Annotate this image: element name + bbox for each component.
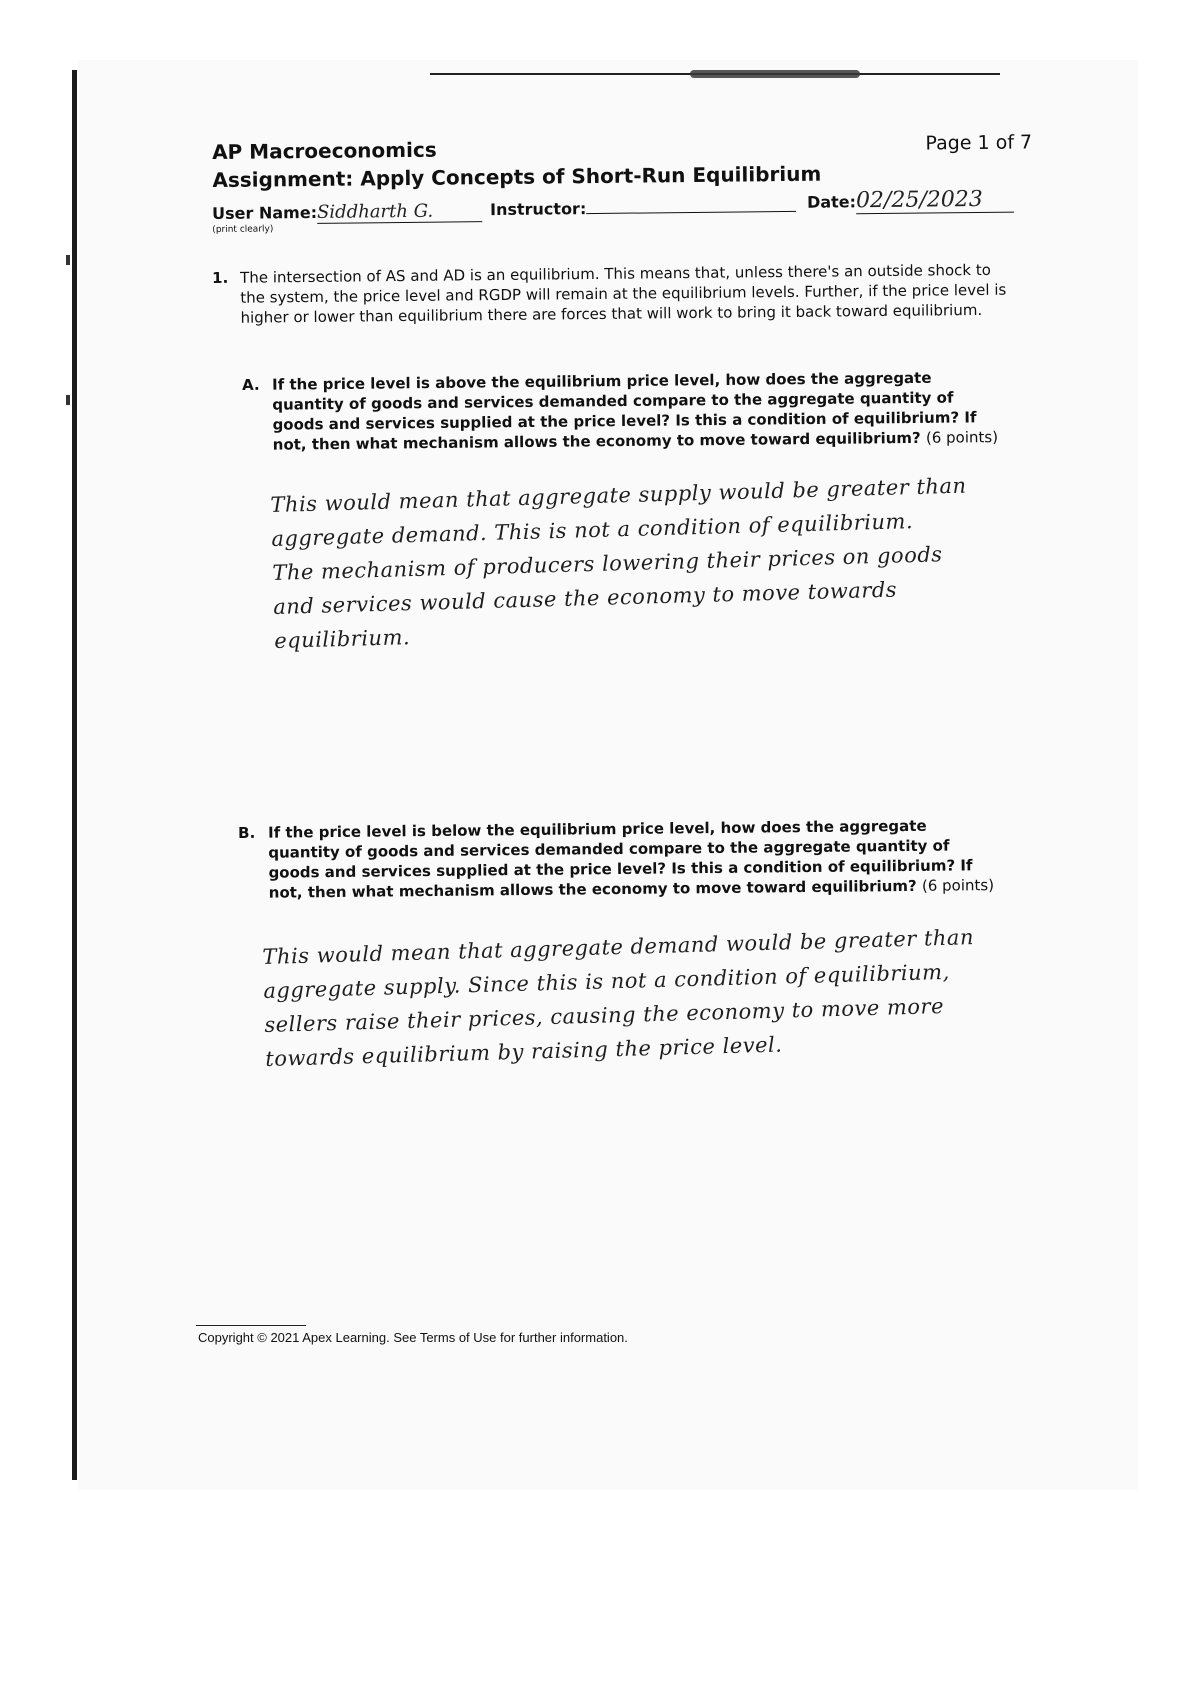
scan-left-edge-shadow xyxy=(72,70,77,1480)
question-1b-points: (6 points) xyxy=(921,876,995,895)
date-label: Date: xyxy=(806,192,857,212)
answer-line: This would mean that aggregate demand would be greater than xyxy=(262,925,975,969)
question-1a-points: (6 points) xyxy=(925,428,999,447)
question-1a-prompt xyxy=(272,367,1003,455)
user-name-label: User Name: xyxy=(212,202,318,223)
user-name-value: Siddharth G. xyxy=(316,200,434,223)
user-name-field xyxy=(212,200,482,235)
date-value: 02/25/2023 xyxy=(855,186,983,214)
scan-speck xyxy=(66,255,70,265)
answer-line: sellers raise their prices, causing the economy to move more xyxy=(264,993,945,1037)
instructor-field xyxy=(490,197,796,219)
print-clearly-note: (print clearly) xyxy=(212,224,274,235)
footer-rule xyxy=(196,1325,306,1326)
part-letter: A. xyxy=(242,375,260,394)
date-field xyxy=(807,187,1014,215)
part-letter: B. xyxy=(238,823,256,842)
course-title: AP Macroeconomics xyxy=(212,137,437,164)
answer-line: aggregate supply. Since this is not a condition of equilibrium, xyxy=(263,959,951,1003)
answer-line: equilibrium. xyxy=(273,625,411,653)
answer-line: The mechanism of producers lowering their prices on goods xyxy=(272,542,943,585)
scan-speck xyxy=(66,395,70,405)
question-1-text: The intersection of AS and AD is an equilibrium. This means that, unless there's an outside shock to the system, the price level and RGDP will remain at the equilibrium levels. Further, if the price level is higher or lower than equilibrium there are forces that will work to bring it back toward equilibrium. xyxy=(240,260,1007,327)
answer-1a xyxy=(270,466,1054,658)
answer-line: This would mean that aggregate supply would be greater than xyxy=(270,473,967,517)
answer-line: towards equilibrium by raising the price level. xyxy=(264,1032,783,1071)
worksheet-header xyxy=(212,131,1072,192)
answer-line: aggregate demand. This is not a condition of equilibrium. xyxy=(271,509,914,551)
question-number: 1. xyxy=(212,268,229,287)
question-1 xyxy=(212,260,1013,328)
question-1a xyxy=(242,367,1003,455)
question-1b xyxy=(238,815,999,903)
question-1b-prompt xyxy=(268,815,999,903)
instructor-label: Instructor: xyxy=(489,199,587,220)
scan-top-smudge xyxy=(690,70,860,78)
answer-line: and services would cause the economy to move towards xyxy=(272,577,898,619)
assignment-title: Assignment: Apply Concepts of Short-Run Equilibrium xyxy=(212,161,822,192)
page-number: Page 1 of 7 xyxy=(925,131,1033,155)
copyright-notice: Copyright © 2021 Apex Learning. See Terms of Use for further information. xyxy=(198,1330,628,1345)
instructor-value xyxy=(586,211,796,214)
answer-1b xyxy=(262,918,1045,1076)
question-1b-text: If the price level is below the equilibrium price level, how does the aggregate quantity of goods and services demanded compare to the aggregate quantity of goods and services supplied at the price level? Is this a condition of equilibrium? If not, then what mechanism allows the economy to move toward equilibrium? xyxy=(268,816,973,902)
question-1a-text: If the price level is above the equilibrium price level, how does the aggregate quantity of goods and services demanded compare to the aggregate quantity of goods and services supplied at the price level? Is this a condition of equilibrium? If not, then what mechanism allows the economy to move toward equilibrium? xyxy=(272,368,977,454)
